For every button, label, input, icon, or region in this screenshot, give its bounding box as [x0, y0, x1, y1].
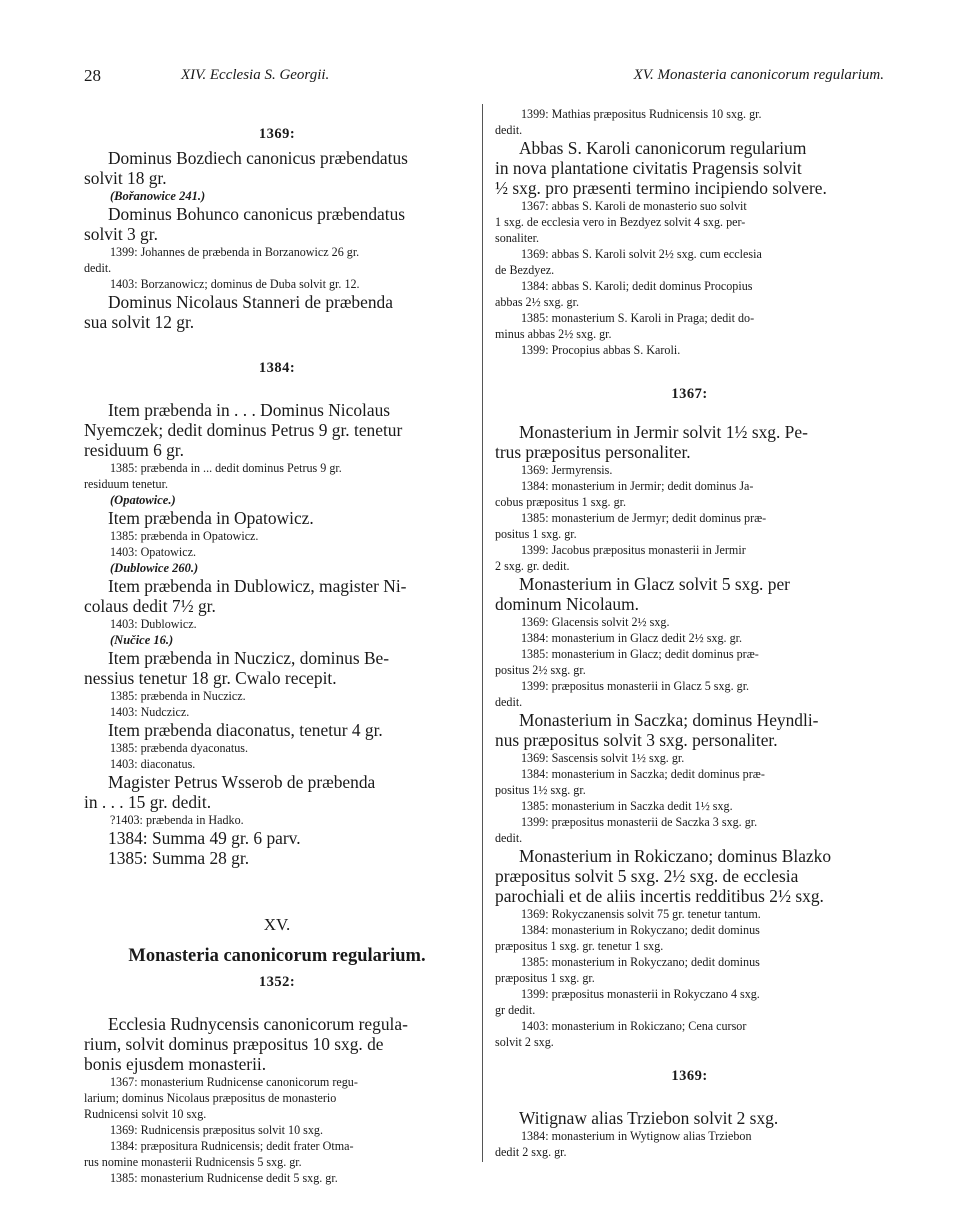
right-text-line: minus abbas 2½ sxg. gr. [495, 327, 612, 341]
right-text-line: dedit. [495, 695, 523, 709]
right-text-line: præpositus 1 sxg. gr. [495, 971, 595, 985]
right-text-line: 1369: [671, 1068, 708, 1084]
left-text-line: (Dublowice 260.) [110, 561, 199, 575]
right-text-line: 1399: Mathias præpositus Rudnicensis 10 sxg. gr. [521, 107, 762, 121]
right-text-line: abbas 2½ sxg. gr. [495, 295, 579, 309]
left-text-line: Nyemczek; dedit dominus Petrus 9 gr. tenetur [84, 420, 403, 440]
left-text-line: 1385: præbenda in ... dedit dominus Petrus 9 gr. [110, 461, 342, 475]
column-divider [482, 104, 483, 1162]
left-text-line: 1352: [258, 974, 296, 990]
right-text-line: de Bezdyez. [495, 263, 555, 277]
left-text-line: solvit 3 gr. [84, 224, 158, 244]
right-text-line: 1384: abbas S. Karoli; dedit dominus Procopius [521, 279, 753, 293]
right-text-line: positus 2½ sxg. gr. [495, 663, 586, 677]
right-text-line: 1384: monasterium in Rokyczano; dedit dominus [521, 923, 760, 937]
right-text-line: dedit 2 sxg. gr. [495, 1145, 567, 1159]
page-number: 28 [84, 66, 101, 85]
right-text-line: præpositus solvit 5 sxg. 2½ sxg. de ecclesia [495, 866, 799, 886]
left-text-line: 1384: Summa 49 gr. 6 parv. [108, 828, 301, 848]
right-text-line: 1385: monasterium in Rokyczano; dedit dominus [521, 955, 760, 969]
left-text-line: Item præbenda diaconatus, tenetur 4 gr. [108, 720, 383, 740]
running-header [84, 66, 884, 88]
left-text-line: Item præbenda in Dublowicz, magister Ni- [108, 576, 407, 596]
right-text-line: gr dedit. [495, 1003, 536, 1017]
left-text-line: 1403: diaconatus. [110, 757, 196, 771]
right-text-line: solvit 2 sxg. [495, 1035, 554, 1049]
right-text-line: 1385: monasterium in Saczka dedit 1½ sxg. [521, 799, 733, 813]
right-text-line: 1399: præpositus monasterii in Glacz 5 sxg. gr. [521, 679, 750, 693]
left-text-line: in . . . 15 gr. dedit. [84, 792, 212, 812]
right-text-line: Monasterium in Glacz solvit 5 sxg. per [519, 574, 790, 594]
left-text-line: 1384: præpositura Rudnicensis; dedit frater Otma- [110, 1139, 354, 1153]
right-text-line: cobus præpositus 1 sxg. gr. [495, 495, 627, 509]
right-text-line: 1 sxg. de ecclesia vero in Bezdyez solvit 4 sxg. per- [495, 215, 746, 229]
right-text-line: 1369: abbas S. Karoli solvit 2½ sxg. cum ecclesia [521, 247, 762, 261]
left-text-line: (Nučice 16.) [110, 633, 174, 647]
right-text-line: 1384: monasterium in Wytignow alias Trziebon [521, 1129, 752, 1143]
right-text-line: dominum Nicolaum. [495, 594, 639, 614]
right-text-line: 1399: Jacobus præpositus monasterii in Jermir [521, 543, 746, 557]
left-text-line: 1403: Borzanowicz; dominus de Duba solvit gr. 12. [110, 277, 360, 291]
left-text-line: (Bořanowice 241.) [110, 189, 206, 203]
right-text-line: dedit. [495, 831, 523, 845]
right-text-line: Monasterium in Jermir solvit 1½ sxg. Pe- [519, 422, 808, 442]
right-text-line: 1369: Sascensis solvit 1½ sxg. gr. [521, 751, 685, 765]
right-text-line: 1369: Glacensis solvit 2½ sxg. [521, 615, 670, 629]
left-text-line: Magister Petrus Wsserob de præbenda [108, 772, 376, 792]
left-text-line: colaus dedit 7½ gr. [84, 596, 216, 616]
left-text-line: Item præbenda in Nuczicz, dominus Be- [108, 648, 390, 668]
left-text-line: 1385: monasterium Rudnicense dedit 5 sxg. gr. [110, 1171, 338, 1185]
left-text-line: 1385: Summa 28 gr. [108, 848, 250, 868]
left-text-line: rus nomine monasterii Rudnicensis 5 sxg. gr. [84, 1155, 302, 1169]
left-text-line: 1369: Rudnicensis præpositus solvit 10 sxg. [110, 1123, 323, 1137]
left-text-line: larium; dominus Nicolaus præpositus de monasterio [84, 1091, 337, 1105]
right-text-line: ½ sxg. pro præsenti termino incipiendo solvere. [495, 178, 827, 198]
left-text-line: (Opatowice.) [110, 493, 176, 507]
right-text-line: in nova plantatione civitatis Pragensis solvit [495, 158, 802, 178]
left-text-line: Dominus Bozdiech canonicus præbendatus [108, 148, 408, 168]
left-text-line: Item præbenda in Opatowicz. [108, 508, 314, 528]
left-text-line: Ecclesia Rudnycensis canonicorum regula- [108, 1014, 408, 1034]
left-text-line: 1367: monasterium Rudnicense canonicorum regu- [110, 1075, 358, 1089]
left-text-line: residuum tenetur. [84, 477, 168, 491]
right-text-line: positus 1 sxg. gr. [495, 527, 577, 541]
right-text-line: dedit. [495, 123, 523, 137]
left-text-line: nessius tenetur 18 gr. Cwalo recepit. [84, 668, 337, 688]
right-text-line: 1385: monasterium de Jermyr; dedit dominus præ- [521, 511, 767, 525]
right-text-line: 1384: monasterium in Glacz dedit 2½ sxg. gr. [521, 631, 743, 645]
right-text-line: 1399: præpositus monasterii in Rokyczano 4 sxg. [521, 987, 760, 1001]
right-text-line: parochiali et de aliis incertis redditibus 2½ sxg. [495, 886, 824, 906]
left-text-line: 1403: Dublowicz. [110, 617, 197, 631]
right-text-line: 1399: Procopius abbas S. Karoli. [521, 343, 681, 357]
left-text-line: Rudnicensi solvit 10 sxg. [84, 1107, 207, 1121]
right-column [495, 104, 884, 1160]
right-text-line: 1399: præpositus monasterii de Saczka 3 sxg. gr. [521, 815, 758, 829]
right-text-line: 1403: monasterium in Rokiczano; Cena cursor [521, 1019, 747, 1033]
left-text-line: 1385: præbenda in Opatowicz. [110, 529, 259, 543]
left-text-line: bonis ejusdem monasterii. [84, 1054, 267, 1074]
left-text-line: 1403: Nudczicz. [110, 705, 190, 719]
left-text-line: residuum 6 gr. [84, 440, 184, 460]
left-text-line: Dominus Nicolaus Stanneri de præbenda [108, 292, 393, 312]
left-text-line: rium, solvit dominus præpositus 10 sxg. de [84, 1034, 384, 1054]
right-text-line: 1369: Rokyczanensis solvit 75 gr. tenetur tantum. [521, 907, 761, 921]
left-text-line: 1385: præbenda dyaconatus. [110, 741, 249, 755]
right-text-line: 1385: monasterium in Glacz; dedit dominus præ- [521, 647, 759, 661]
right-text-line: Monasterium in Rokiczano; dominus Blazko [519, 846, 832, 866]
right-text-line: trus præpositus personaliter. [495, 442, 691, 462]
right-text-line: 1384: monasterium in Saczka; dedit dominus præ- [521, 767, 765, 781]
running-title-right: XV. Monasteria canonicorum regularium. [633, 67, 884, 83]
left-text-line: ?1403: præbenda in Hadko. [110, 813, 244, 827]
right-text-line: 2 sxg. gr. dedit. [495, 559, 570, 573]
right-text-line: nus præpositus solvit 3 sxg. personaliter. [495, 730, 778, 750]
right-text-line: Witignaw alias Trziebon solvit 2 sxg. [519, 1108, 779, 1128]
left-text-line: 1369: [258, 126, 296, 142]
left-text-line: 1384: [258, 360, 296, 376]
left-text-line: sua solvit 12 gr. [84, 312, 195, 332]
left-text-line: Monasteria canonicorum regularium. [128, 946, 426, 966]
left-text-line: dedit. [84, 261, 112, 275]
right-text-line: positus 1½ sxg. gr. [495, 783, 586, 797]
right-text-line: præpositus 1 sxg. gr. tenetur 1 sxg. [495, 939, 664, 953]
left-text-line: 1385: præbenda in Nuczicz. [110, 689, 246, 703]
left-text-line: solvit 18 gr. [84, 168, 167, 188]
right-text-line: 1385: monasterium S. Karoli in Praga; dedit do- [521, 311, 755, 325]
left-text-line: XV. [263, 915, 291, 934]
right-text-line: 1367: [671, 386, 708, 402]
right-text-line: 1369: Jermyrensis. [521, 463, 613, 477]
left-text-line: Dominus Bohunco canonicus præbendatus [108, 204, 406, 224]
running-title-left: XIV. Ecclesia S. Georgii. [181, 67, 330, 83]
left-text-line: Item præbenda in . . . Dominus Nicolaus [108, 400, 391, 420]
right-text-line: 1367: abbas S. Karoli de monasterio suo solvit [521, 199, 747, 213]
right-text-line: Monasterium in Saczka; dominus Heyndli- [519, 710, 819, 730]
left-text-line: 1403: Opatowicz. [110, 545, 196, 559]
right-text-line: Abbas S. Karoli canonicorum regularium [519, 138, 807, 158]
right-text-line: 1384: monasterium in Jermir; dedit dominus Ja- [521, 479, 754, 493]
left-column [84, 104, 470, 1186]
left-text-line: 1399: Johannes de præbenda in Borzanowicz 26 gr. [110, 245, 360, 259]
right-text-line: sonaliter. [495, 231, 539, 245]
